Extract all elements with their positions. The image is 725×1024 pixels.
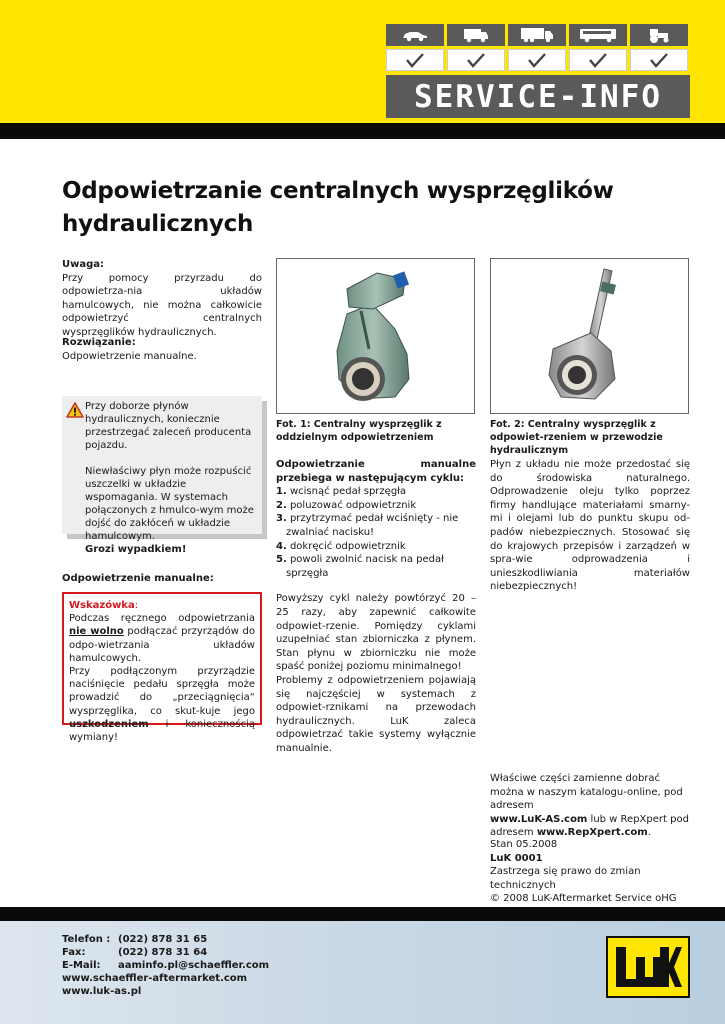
hint-t1: Podczas ręcznego odpowietrzania <box>69 613 255 625</box>
title-line2: hydraulicznych <box>62 211 254 237</box>
checkmark-icon <box>630 49 688 71</box>
reservation-note: Zastrzega się prawo do zmian technicznych <box>490 866 641 891</box>
clutch-slave-cylinder-image-2 <box>491 259 688 413</box>
email-label: E-Mail: <box>62 960 101 971</box>
bleeding-procedure <box>276 458 476 755</box>
document-date: Stan 05.2008 <box>490 839 558 850</box>
website-link-2[interactable]: www.luk-as.pl <box>62 986 142 997</box>
van-icon <box>447 24 505 46</box>
clutch-slave-cylinder-image-1 <box>277 259 474 413</box>
procedure-step <box>276 485 476 499</box>
environment-note: Płyn z układu nie może przedostać się do środowiska naturalnego. Odprowadzenie oleju tylko poprzez firmy handlujące materiałami smarny-mi i olejami lub do punktu skupu od-padów niebezpiecznych. Stosować się do krajowych przepisów i zarządzeń w spra-wie odprowadzenia i unieszkodliwiania materiałów niebezpiecznych! <box>490 459 690 593</box>
fax-number: (022) 878 31 64 <box>118 947 208 958</box>
warning-text <box>85 400 257 556</box>
bus-icon <box>569 24 627 46</box>
parts-note <box>490 772 690 840</box>
checkmark-icon <box>386 49 444 71</box>
tractor-icon <box>630 24 688 46</box>
hint-t5: uszkodzeniem <box>69 718 149 730</box>
procedure-paragraph-2: Problemy z odpowietrzeniem pojawiają się najczęściej w systemach z odpowiet-rznikami na przewodach hydraulicznych. LuK zaleca odpowietrzać takie systemy wyłącznie manualnie. <box>276 674 476 754</box>
note-heading: Uwaga: <box>62 259 105 270</box>
procedure-paragraph: Powyższy cykl należy powtórzyć 20 – 25 razy, aby zapewnić całkowite odpowiet-rzenie. Pomiędzy cyklami uzupełniać stan zbiorniczka z płynem. Stan płynu w zbiorniczku nie może spaść poniżej poziomu minimalnego! <box>276 593 476 673</box>
contact-info <box>62 933 269 998</box>
photo-1-caption: Fot. 1: Centralny wysprzęglik z oddzielnym odpowietrzeniem <box>276 419 442 443</box>
hint-t6: i koniecznością wymiany! <box>69 718 255 744</box>
hint-text-2 <box>69 665 255 744</box>
procedure-step <box>276 540 476 554</box>
checkmark-icon <box>569 49 627 71</box>
solution-section <box>62 336 262 363</box>
warning-p1: Przy doborze płynów hydraulicznych, koniecznie przestrzegać zaleceń producenta pojazdu. <box>85 401 252 451</box>
step-number: 4. <box>276 540 287 552</box>
step-number: 1. <box>276 486 287 498</box>
luk-logo <box>606 936 690 998</box>
document-info <box>490 838 690 906</box>
phone-label: Telefon : <box>62 934 111 945</box>
step-text: powoli zwolnić nacisk na pedał sprzęgła <box>286 554 444 579</box>
procedure-intro: Odpowietrzanie manualne przebiega w następującym cyklu: <box>276 459 476 484</box>
photo-2 <box>490 258 689 414</box>
hint-box: Wskazówka: Podczas ręcznego odpowietrzania nie wolno podłączać przyrządów do odpo-wietrzania układów hamulcowych. Przy podłączonym przyrządzie naciśnięcie pedału sprzęgła może prowadzić do „przeciągnięcia“ wysprzęglika, co skut-kuje jego uszkodzeniem i koniecznością wymiany! <box>62 592 262 725</box>
hint-t4: Przy podłączonym przyrządzie naciśnięcie pedału sprzęgła może prowadzić do „przeciągnięcia“ wysprzęglika, co skut-kuje jego <box>69 666 255 717</box>
hint-text-1 <box>69 612 255 665</box>
parts-text-1: Właściwe części zamienne dobrać można w naszym katalogu-online, pod adresem <box>490 773 683 812</box>
warning-p3: Grozi wypadkiem! <box>85 544 187 555</box>
step-number: 5. <box>276 554 287 566</box>
warning-box <box>62 396 262 555</box>
email-link[interactable]: aaminfo.pl@schaeffler.com <box>118 960 270 971</box>
header-black-bar <box>0 123 725 139</box>
footer-black-bar <box>0 907 725 921</box>
step-number: 3. <box>276 513 287 525</box>
procedure-step <box>276 499 476 513</box>
step-text: poluzować odpowietrznik <box>286 499 417 511</box>
vehicle-icon-row <box>386 24 688 46</box>
parts-text-2: lub w RepXpert pod adresem <box>490 813 689 839</box>
fax-label: Fax: <box>62 947 86 958</box>
copyright: © 2008 LuK-Aftermarket Service oHG <box>490 893 677 905</box>
procedure-step <box>276 512 476 539</box>
checkmark-icon <box>447 49 505 71</box>
truck-icon <box>508 24 566 46</box>
service-info-banner: SERVICE-INFO <box>386 75 690 118</box>
repxpert-link[interactable]: www.RepXpert.com <box>536 827 648 839</box>
photo-1 <box>276 258 475 414</box>
title-line1: Odpowietrzanie centralnych wysprzęglików <box>62 178 614 204</box>
step-text: dokręcić odpowietrznik <box>286 540 406 552</box>
step-number: 2. <box>276 499 287 511</box>
hint-t3: podłączać przyrządów do odpo-wietrzania układów hamulcowych. <box>69 626 255 664</box>
warning-icon <box>66 402 84 418</box>
procedure-step <box>276 553 476 580</box>
phone-number[interactable]: (022) 878 31 65 <box>118 934 208 945</box>
note-section <box>62 258 262 339</box>
luk-as-link[interactable]: www.LuK-AS.com <box>490 813 588 825</box>
checkmark-icon <box>508 49 566 71</box>
car-icon <box>386 24 444 46</box>
website-link-1[interactable]: www.schaeffler-aftermarket.com <box>62 973 248 984</box>
step-text: przytrzymać pedał wciśnięty - nie zwalniać nacisku! <box>286 513 459 538</box>
manual-heading: Odpowietrzenie manualne: <box>62 573 214 584</box>
luk-logo-mark <box>612 943 684 991</box>
hint-t2: nie wolno <box>69 626 124 638</box>
photo-2-caption: Fot. 2: Centralny wysprzęglik z odpowiet-rzeniem w przewodzie hydraulicznym <box>490 419 663 456</box>
checkmark-row <box>386 49 688 71</box>
hint-title: Wskazówka <box>69 600 135 611</box>
document-code: LuK 0001 <box>490 852 543 864</box>
parts-text-3: . <box>647 827 651 839</box>
solution-heading: Rozwiązanie: <box>62 337 136 348</box>
step-text: wcisnąć pedał sprzęgła <box>286 486 407 498</box>
procedure-steps <box>276 485 476 580</box>
note-text: Przy pomocy przyrzadu do odpowietrza-nia układów hamulcowych, nie można całkowicie odpowietrzyć centralnych wysprzęglików hydraulicznych. <box>62 272 262 338</box>
page-title <box>62 175 622 241</box>
warning-p2: Niewłaściwy płyn może rozpuścić uszczelki w układzie wspomagania. W systemach połączonych z hmulco-wym może dojść do zakłóceń w układzie hamulcowym. <box>85 466 254 542</box>
solution-text: Odpowietrzenie manualne. <box>62 350 197 362</box>
